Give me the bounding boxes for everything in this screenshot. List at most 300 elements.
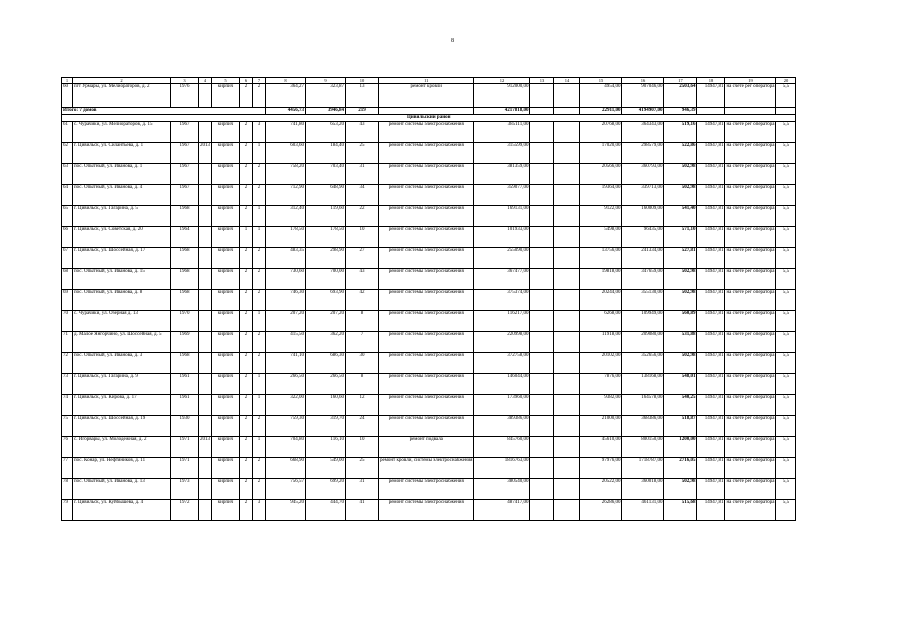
work-type: ремонт системы электроснабжения	[379, 395, 474, 416]
col-num: 16	[622, 78, 664, 84]
col-17: 502,98	[664, 290, 697, 311]
col-20: 5,5	[776, 500, 796, 521]
col-20: 5,5	[776, 269, 796, 290]
residents: 24	[346, 416, 379, 437]
row-number: 69	[62, 290, 73, 311]
wall-material: кирпич	[212, 437, 240, 458]
col-14	[554, 437, 580, 458]
col-13	[530, 122, 554, 143]
col-17: 515,68	[664, 500, 697, 521]
residents: 22	[346, 206, 379, 227]
living-area: 184,40	[306, 143, 346, 164]
entrances: 1	[253, 227, 266, 248]
work-type: ремонт системы электроснабжения	[379, 248, 474, 269]
address: с. Игорвары, ул. Молодежная, д. 2	[73, 437, 171, 458]
work-type: ремонт системы электроснабжения	[379, 311, 474, 332]
col-15: 21000,00	[580, 416, 622, 437]
col-20: 5,5	[776, 479, 796, 500]
col-14	[554, 164, 580, 185]
floors: 2	[240, 332, 253, 353]
col-15: 17020,00	[580, 143, 622, 164]
empty-cell	[725, 108, 776, 115]
table-row	[62, 395, 796, 416]
col-num: 17	[664, 78, 697, 84]
living-area-sum: 3946,84	[306, 108, 346, 115]
residents: 27	[346, 248, 379, 269]
col-20: 5,5	[776, 437, 796, 458]
total-area: 178,50	[266, 227, 306, 248]
year-rebuilt	[199, 479, 212, 500]
col-15: 4954,00	[580, 84, 622, 108]
col-16: 241334,00	[622, 248, 664, 269]
col-15-sum: 22911,00	[580, 108, 622, 115]
entrances: 2	[253, 290, 266, 311]
floors: 2	[240, 458, 253, 479]
living-area: 319,70	[306, 416, 346, 437]
row-number: 72	[62, 353, 73, 374]
year-built: 1961	[171, 374, 199, 395]
cost-total: 255090,00	[474, 248, 530, 269]
col-14	[554, 290, 580, 311]
col-16: 109949,00	[622, 311, 664, 332]
col-13	[530, 164, 554, 185]
address: г. Цивильск, ул. Гагарина, д. 9	[73, 374, 171, 395]
year-built: 1973	[171, 479, 199, 500]
col-16: 360793,00	[622, 164, 664, 185]
table-row	[62, 311, 796, 332]
col-13	[530, 206, 554, 227]
col-14	[554, 374, 580, 395]
col-13	[530, 395, 554, 416]
table-row	[62, 143, 796, 164]
col-16: 1718787,00	[622, 458, 664, 479]
col-num: 11	[379, 78, 474, 84]
col-num: 9	[306, 78, 346, 84]
living-area: 686,30	[306, 353, 346, 374]
fund-method: на счете рег оператора	[725, 143, 776, 164]
total-area: 759,30	[266, 416, 306, 437]
col-14	[554, 479, 580, 500]
table-row	[62, 185, 796, 206]
col-20: 5,5	[776, 395, 796, 416]
year-built: 1971	[171, 437, 199, 458]
total-area: 945,20	[266, 500, 306, 521]
year-rebuilt: 2013	[199, 437, 212, 458]
entrances: 2	[253, 185, 266, 206]
col-num: 8	[266, 78, 306, 84]
year-built: 1930	[171, 416, 199, 437]
row-number: 62	[62, 143, 73, 164]
col-13	[530, 248, 554, 269]
residents: 41	[346, 500, 379, 521]
col-13	[530, 227, 554, 248]
cost-total: 359077,00	[474, 185, 530, 206]
residents: 12	[346, 395, 379, 416]
living-area: 323,87	[306, 84, 346, 108]
floors: 2	[240, 206, 253, 227]
wall-material: кирпич	[212, 143, 240, 164]
fund-method: на счете рег оператора	[725, 227, 776, 248]
work-type: ремонт кровли, системы электроснабжения	[379, 458, 474, 479]
district-header-row	[62, 115, 796, 122]
residents: 43	[346, 122, 379, 143]
wall-material: кирпич	[212, 311, 240, 332]
cost-total: 116217,00	[474, 311, 530, 332]
floors: 2	[240, 164, 253, 185]
residents: 43	[346, 269, 379, 290]
col-15: 11918,00	[580, 332, 622, 353]
col-16: 164578,00	[622, 395, 664, 416]
col-18: 14947,81	[697, 374, 725, 395]
col-20: 5,5	[776, 353, 796, 374]
year-built: 1968	[171, 269, 199, 290]
year-rebuilt	[199, 500, 212, 521]
cost-total: 845760,00	[474, 437, 530, 458]
wall-material: кирпич	[212, 353, 240, 374]
col-16: 360018,00	[622, 479, 664, 500]
total-area: 756,57	[266, 479, 306, 500]
living-area: 298,90	[306, 248, 346, 269]
col-18: 14947,81	[697, 269, 725, 290]
row-number: 63	[62, 164, 73, 185]
floors: 1	[240, 227, 253, 248]
living-area: 119,60	[306, 206, 346, 227]
address: пос. Опытный, ул. Иванова, д. 3	[73, 353, 171, 374]
col-13	[530, 332, 554, 353]
col-13	[530, 479, 554, 500]
fund-method: на счете рег оператора	[725, 206, 776, 227]
col-15: 26286,00	[580, 500, 622, 521]
fund-method: на счете рег оператора	[725, 164, 776, 185]
row-number: 77	[62, 458, 73, 479]
residents: 10	[346, 437, 379, 458]
col-20: 5,5	[776, 416, 796, 437]
col-18: 14947,81	[697, 437, 725, 458]
col-20: 5,5	[776, 374, 796, 395]
cost-total: 146044,00	[474, 374, 530, 395]
total-area: 322,00	[266, 395, 306, 416]
col-14	[554, 353, 580, 374]
table-row	[62, 206, 796, 227]
col-17: 502,98	[664, 269, 697, 290]
col-13	[530, 143, 554, 164]
wall-material: кирпич	[212, 248, 240, 269]
col-num: 4	[199, 78, 212, 84]
fund-method: на счете рег оператора	[725, 122, 776, 143]
year-built: 1967	[171, 122, 199, 143]
fund-method: на счете рег оператора	[725, 458, 776, 479]
living-area: 703,40	[306, 164, 346, 185]
work-type: ремонт системы электроснабжения	[379, 332, 474, 353]
col-13	[530, 311, 554, 332]
address: г. Цивильск, ул. Шоссейная, д. 19	[73, 416, 171, 437]
col-17: 519,16	[664, 122, 697, 143]
fund-method: на счете рег оператора	[725, 290, 776, 311]
col-16: 368386,00	[622, 416, 664, 437]
total-label: Итого: 7 домов	[62, 108, 266, 115]
fund-method: на счете рег оператора	[725, 332, 776, 353]
col-15: 20566,00	[580, 164, 622, 185]
work-type: ремонт системы электроснабжения	[379, 227, 474, 248]
col-17: 571,10	[664, 227, 697, 248]
col-17: 531,88	[664, 332, 697, 353]
empty-cell	[554, 108, 580, 115]
row-number: 61	[62, 122, 73, 143]
empty-cell	[530, 108, 554, 115]
cost-total: 372758,00	[474, 353, 530, 374]
cost-total: 912000,00	[474, 84, 530, 108]
col-16: 800150,00	[622, 437, 664, 458]
col-num: 20	[776, 78, 796, 84]
work-type: ремонт системы электроснабжения	[379, 416, 474, 437]
residents: 34	[346, 185, 379, 206]
year-rebuilt	[199, 353, 212, 374]
total-area: 312,40	[266, 206, 306, 227]
living-area: 693,90	[306, 290, 346, 311]
entrances: 3	[253, 500, 266, 521]
work-type: ремонт подвала	[379, 437, 474, 458]
year-built: 1967	[171, 164, 199, 185]
year-built: 1970	[171, 311, 199, 332]
col-13	[530, 185, 554, 206]
fund-method: на счете рег оператора	[725, 84, 776, 108]
page-number: 8	[451, 38, 454, 44]
address: пос. Опытный, ул. Иванова, д. 8	[73, 290, 171, 311]
row-number: 74	[62, 395, 73, 416]
col-15: 45610,00	[580, 437, 622, 458]
col-14	[554, 185, 580, 206]
fund-method: на счете рег оператора	[725, 500, 776, 521]
work-type: ремонт системы электроснабжения	[379, 185, 474, 206]
col-15: 97976,00	[580, 458, 622, 479]
row-number: 75	[62, 416, 73, 437]
entrances: 1	[253, 437, 266, 458]
entrances: 2	[253, 479, 266, 500]
total-area: 266,50	[266, 374, 306, 395]
wall-material: кирпич	[212, 458, 240, 479]
cost-total: 385111,00	[474, 122, 530, 143]
col-16: 352656,00	[622, 353, 664, 374]
table-row	[62, 353, 796, 374]
year-rebuilt	[199, 269, 212, 290]
col-18: 14947,81	[697, 164, 725, 185]
fund-method: на счете рег оператора	[725, 416, 776, 437]
col-15: 9382,00	[580, 395, 622, 416]
col-14	[554, 458, 580, 479]
cost-total: 487417,00	[474, 500, 530, 521]
col-20: 5,5	[776, 143, 796, 164]
col-13	[530, 290, 554, 311]
col-14	[554, 332, 580, 353]
row-number: 66	[62, 227, 73, 248]
row-number: 73	[62, 374, 73, 395]
col-18: 14947,81	[697, 206, 725, 227]
table-row	[62, 500, 796, 521]
living-area: 653,20	[306, 122, 346, 143]
total-area: 741,80	[266, 122, 306, 143]
living-area: 648,90	[306, 185, 346, 206]
col-17: 540,25	[664, 395, 697, 416]
residents: 25	[346, 143, 379, 164]
wall-material: кирпич	[212, 84, 240, 108]
fund-method: на счете рег оператора	[725, 311, 776, 332]
fund-method: на счете рег оператора	[725, 269, 776, 290]
floors: 2	[240, 122, 253, 143]
col-15: 19818,00	[580, 269, 622, 290]
cost-total: 375374,00	[474, 290, 530, 311]
col-17: 502,98	[664, 185, 697, 206]
address: с. Чурачики, ул. Мелиораторов, д. 15	[73, 122, 171, 143]
col-15: 20522,00	[580, 479, 622, 500]
address: г. Цивильск, ул. Шоссейная, д. 17	[73, 248, 171, 269]
row-number: 70	[62, 311, 73, 332]
wall-material: кирпич	[212, 500, 240, 521]
address: г. Цивильск, ул. Советская, д. 20	[73, 227, 171, 248]
residents: 7	[346, 332, 379, 353]
col-14	[554, 122, 580, 143]
col-16: 364343,00	[622, 122, 664, 143]
cost-total: 389386,00	[474, 416, 530, 437]
col-13	[530, 84, 554, 108]
table-row	[62, 122, 796, 143]
floors: 2	[240, 395, 253, 416]
col-num: 6	[240, 78, 253, 84]
address: г. Цивильск, ул. Кирова, д. 17	[73, 395, 171, 416]
year-built: 1969	[171, 332, 199, 353]
year-rebuilt	[199, 374, 212, 395]
year-rebuilt	[199, 290, 212, 311]
col-num: 13	[530, 78, 554, 84]
col-13	[530, 437, 554, 458]
total-area: 207,20	[266, 311, 306, 332]
col-18: 14947,81	[697, 395, 725, 416]
entrances: 2	[253, 353, 266, 374]
col-17: 502,98	[664, 479, 697, 500]
residents: 10	[346, 227, 379, 248]
wall-material: кирпич	[212, 269, 240, 290]
cost-total: 220998,00	[474, 332, 530, 353]
year-rebuilt	[199, 395, 212, 416]
col-13	[530, 416, 554, 437]
address: д. Малое Янгорчино, ул. Шоссейная, д. 5	[73, 332, 171, 353]
year-rebuilt	[199, 458, 212, 479]
fund-method: на счете рег оператора	[725, 437, 776, 458]
work-type: ремонт кровли	[379, 84, 474, 108]
col-16: 160009,00	[622, 206, 664, 227]
col-num: 18	[697, 78, 725, 84]
entrances: 2	[253, 332, 266, 353]
col-17: 527,81	[664, 248, 697, 269]
total-area: 603,60	[266, 143, 306, 164]
floors: 2	[240, 290, 253, 311]
total-area: 741,10	[266, 353, 306, 374]
wall-material: кирпич	[212, 185, 240, 206]
floors: 2	[240, 84, 253, 108]
table-row	[62, 227, 796, 248]
wall-material: кирпич	[212, 395, 240, 416]
floors: 2	[240, 311, 253, 332]
row-number: 71	[62, 332, 73, 353]
year-built: 1968	[171, 290, 199, 311]
address: с. Чурачики, ул. Озерная д. 13	[73, 311, 171, 332]
col-18: 14947,81	[697, 84, 725, 108]
col-14	[554, 206, 580, 227]
living-area: 700,00	[306, 269, 346, 290]
address: пгт Урмары, ул. Мелиораторов, д. 2	[73, 84, 171, 108]
col-13	[530, 458, 554, 479]
col-16: 355130,00	[622, 290, 664, 311]
col-num: 19	[725, 78, 776, 84]
row-number: 60	[62, 84, 73, 108]
work-type: ремонт системы электроснабжения	[379, 269, 474, 290]
total-area: 415,50	[266, 332, 306, 353]
col-18: 14947,81	[697, 479, 725, 500]
col-17: 2503,64	[664, 84, 697, 108]
entrances: 2	[253, 164, 266, 185]
year-rebuilt	[199, 416, 212, 437]
work-type: ремонт системы электроснабжения	[379, 479, 474, 500]
col-18: 14947,81	[697, 143, 725, 164]
year-built: 1976	[171, 84, 199, 108]
col-20: 5,5	[776, 290, 796, 311]
wall-material: кирпич	[212, 227, 240, 248]
year-rebuilt	[199, 332, 212, 353]
col-num: 7	[253, 78, 266, 84]
col-16: 96435,00	[622, 227, 664, 248]
floors: 2	[240, 143, 253, 164]
col-18: 14947,81	[697, 416, 725, 437]
living-area: 178,50	[306, 227, 346, 248]
total-area: 704,80	[266, 437, 306, 458]
table-row	[62, 84, 796, 108]
entrances: 1	[253, 206, 266, 227]
entrances: 1	[253, 374, 266, 395]
empty-cell	[697, 108, 725, 115]
entrances: 1	[253, 311, 266, 332]
col-18: 14947,81	[697, 122, 725, 143]
wall-material: кирпич	[212, 122, 240, 143]
col-15: 13756,00	[580, 248, 622, 269]
work-type: ремонт системы электроснабжения	[379, 500, 474, 521]
col-16: 298579,00	[622, 143, 664, 164]
empty-cell	[379, 108, 474, 115]
col-13	[530, 269, 554, 290]
col-20: 5,5	[776, 84, 796, 108]
address: г. Цивильск, ул. Куйбышева, д. 4	[73, 500, 171, 521]
total-row	[62, 108, 796, 115]
year-rebuilt	[199, 206, 212, 227]
table-row	[62, 332, 796, 353]
living-area: 549,00	[306, 458, 346, 479]
col-17: 522,86	[664, 143, 697, 164]
total-area: 758,20	[266, 164, 306, 185]
col-20: 5,5	[776, 332, 796, 353]
entrances: 2	[253, 269, 266, 290]
year-built: 1968	[171, 248, 199, 269]
living-area: 362,20	[306, 332, 346, 353]
col-18: 14947,81	[697, 353, 725, 374]
col-18: 14947,81	[697, 500, 725, 521]
col-num: 15	[580, 78, 622, 84]
total-area: 364,27	[266, 84, 306, 108]
table-row	[62, 164, 796, 185]
living-area: 116,10	[306, 437, 346, 458]
floors: 2	[240, 374, 253, 395]
table-row	[62, 479, 796, 500]
col-num: 3	[171, 78, 199, 84]
table-row	[62, 458, 796, 479]
work-type: ремонт системы электроснабжения	[379, 143, 474, 164]
